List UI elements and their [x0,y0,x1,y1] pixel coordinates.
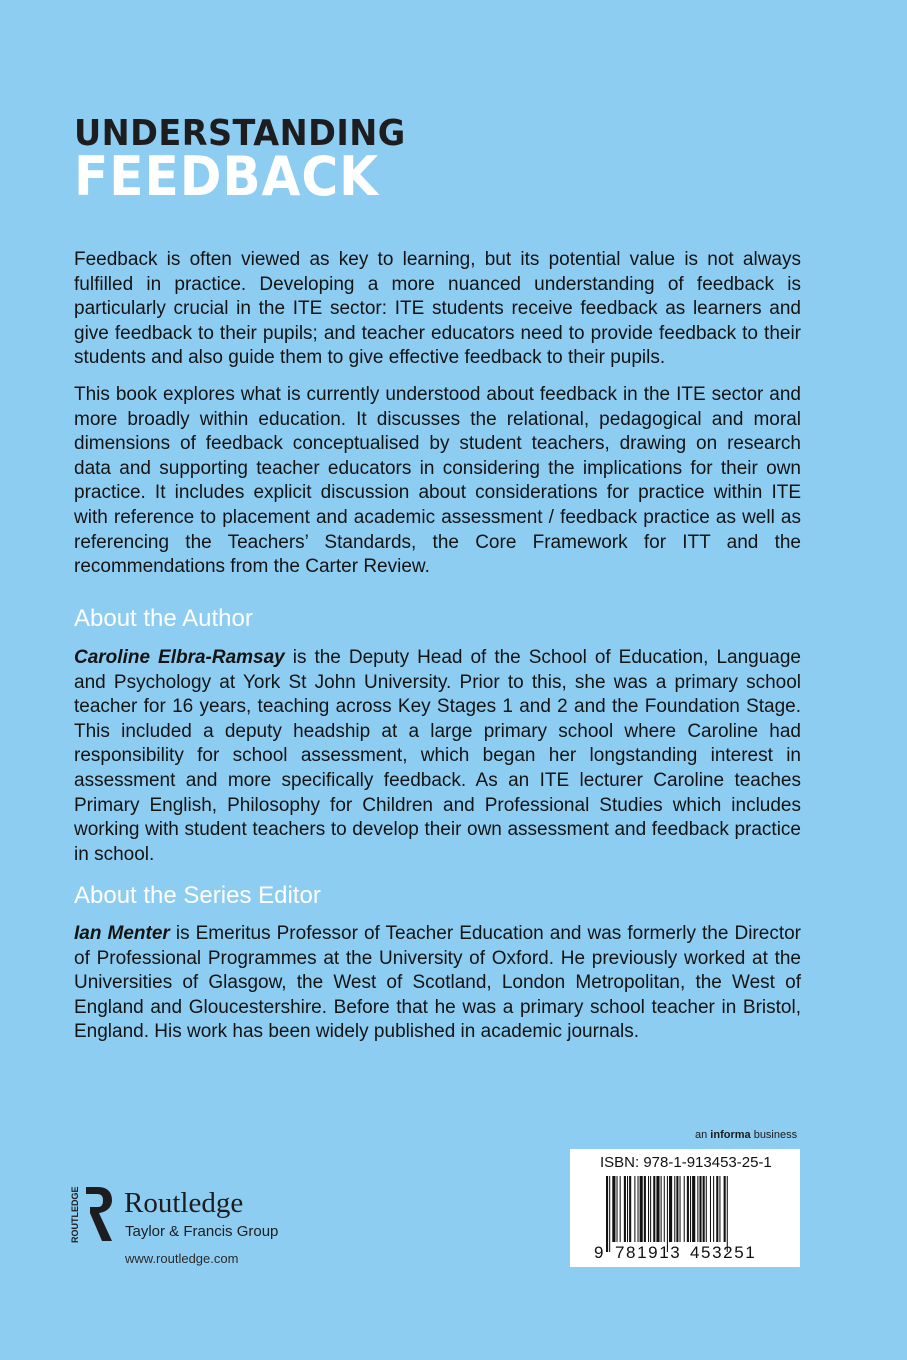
barcode-icon [606,1176,766,1252]
publisher-url: www.routledge.com [125,1251,239,1266]
about-editor-heading: About the Series Editor [74,882,321,909]
isbn-label: ISBN: 978-1-913453-25-1 [600,1154,772,1171]
informa-brand: informa [710,1129,751,1141]
title-line-1: UNDERSTANDING [74,113,406,154]
author-bio [74,646,801,867]
blurb-paragraph-2: This book explores what is currently understood about feedback in the ITE sector and more broadly within education. It discusses the relational, pedagogical and moral dimensions of feedback conceptualised by student teachers, drawing on research data and supporting teacher educators in considering the implications for their own practice. It includes explicit discussion about considerations for practice within ITE with reference to placement and academic assessment / feedback practice as well as referencing the Teachers’ Standards, the Core Framework for ITT and the recommendations from the Carter Review. [74,384,801,578]
author-bio-text: is the Deputy Head of the School of Education, Language and Psychology at York St John University. Prior to this, she was a primary school teacher for 16 years, teaching across Key Stages 1 and 2 and the Foundation Stage. This included a deputy headship at a large primary school where Caroline had responsibility for school assessment, which began her longstanding interest in assessment and more specifically feedback. As an ITE lecturer Caroline teaches Primary English, Philosophy for Children and Professional Studies which includes working with student teachers to develop their own assessment and feedback practice in school. [74,647,801,865]
editor-name: Ian Menter [74,923,170,944]
routledge-logo-icon [68,1183,114,1247]
publisher-name: Routledge [124,1187,244,1219]
about-author-heading: About the Author [74,605,253,632]
author-name: Caroline Elbra-Ramsay [74,647,285,668]
barcode-digits-right: 453251 [690,1243,757,1262]
barcode-digit-prefix: 9 [594,1243,606,1262]
publisher-group: Taylor & Francis Group [125,1223,279,1240]
title-line-2: FEEDBACK [74,145,379,208]
book-title [74,113,431,208]
editor-bio [74,922,801,1045]
informa-tagline: an informa business [695,1129,798,1141]
barcode-panel [570,1149,800,1267]
barcode-digits-left: 781913 [615,1243,682,1262]
editor-bio-text: is Emeritus Professor of Teacher Education and was formerly the Director of Professional Programmes at the University of Oxford. He previously worked at the Universities of Glasgow, the West of Scotland, London Metropolitan, the West of England and Gloucestershire. Before that he was a primary school teacher in Bristol, England. His work has been widely published in academic journals. [74,923,801,1043]
svg-text:ROUTLEDGE: ROUTLEDGE [70,1186,80,1243]
blurb-paragraph-1: Feedback is often viewed as key to learning, but its potential value is not always fulfilled in practice. Developing a more nuanced understanding of feedback is particularly crucial in the ITE sector: ITE students receive feedback as learners and give feedback to their pupils; and teacher educators need to provide feedback to their students and also guide them to give effective feedback to their pupils. [74,249,801,369]
